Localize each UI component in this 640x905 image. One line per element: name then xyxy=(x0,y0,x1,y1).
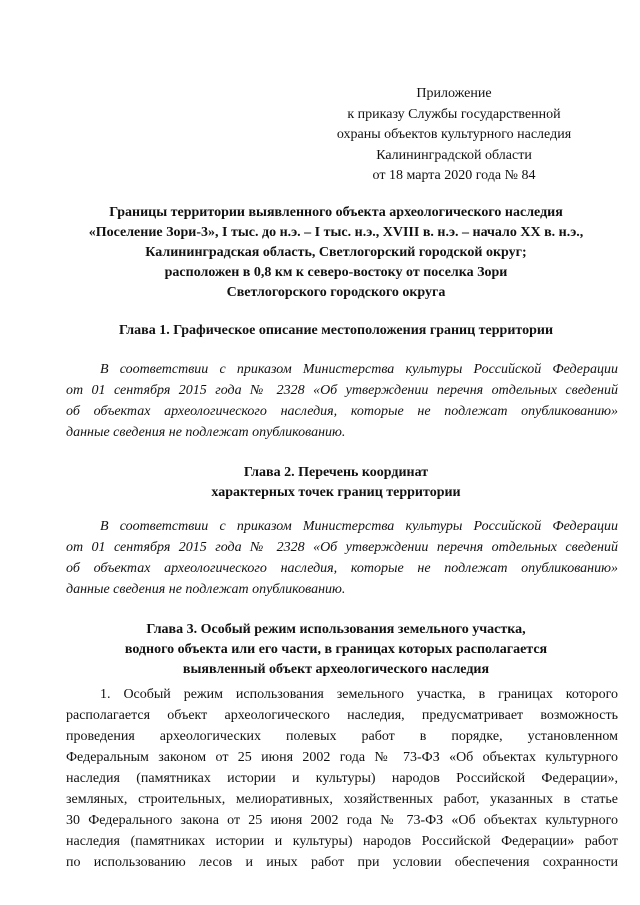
appendix-line: охраны объектов культурного наследия xyxy=(336,127,572,142)
paragraph-line: от 01 сентября 2015 года № 2328 «Об утверждении перечня отдельных сведений xyxy=(66,383,618,398)
chapter-3-paragraph xyxy=(66,684,618,873)
paragraph-line: земляных, строительных, мелиоративных, хозяйственных работ, указанных в статье xyxy=(66,792,618,807)
paragraph-line: проведения археологических полевых работ в порядке, установленном xyxy=(66,729,618,744)
title-line: Светлогорского городского округа xyxy=(226,285,446,300)
appendix-line: Калининградской области xyxy=(376,147,532,163)
chapter-1-heading-line: Глава 1. Графическое описание местоположения границ территории xyxy=(118,323,554,338)
chapter-3-heading-line: водного объекта или его части, в границах которых располагается xyxy=(124,642,548,657)
appendix-line: Приложение xyxy=(416,86,492,101)
paragraph-line: наследия (памятниках истории и культуры) народов Российской Федерации», xyxy=(66,771,618,786)
chapter-2-paragraph xyxy=(66,516,618,600)
appendix-block xyxy=(300,84,608,187)
appendix-line: от 18 марта 2020 года № 84 xyxy=(372,168,536,183)
paragraph-line: данные сведения не подлежат опубликованию. xyxy=(66,582,346,597)
paragraph-line: по использованию лесов и иных работ при условии обеспечения сохранности xyxy=(66,855,618,870)
chapter-2-heading-line: Глава 2. Перечень координат xyxy=(243,465,429,480)
paragraph-line: 30 Федерального закона от 25 июня 2002 года № 73-ФЗ «Об объектах культурного xyxy=(66,813,618,828)
chapter-1-heading xyxy=(56,321,616,341)
chapter-2-heading-line: характерных точек границ территории xyxy=(211,485,461,500)
title-line: «Поселение Зори-3», I тыс. до н.э. – I тыс. н.э., XVIII в. н.э. – начало XX в. н.э., xyxy=(88,225,584,240)
chapter-1-paragraph xyxy=(66,359,618,443)
paragraph-line: данные сведения не подлежат опубликованию. xyxy=(66,425,346,440)
paragraph-line: Федеральным законом от 25 июня 2002 года № 73-ФЗ «Об объектах культурного xyxy=(66,750,618,765)
title-line: расположен в 0,8 км к северо-востоку от поселка Зори xyxy=(164,265,508,280)
chapter-2-heading xyxy=(56,463,616,503)
appendix-line: к приказу Службы государственной xyxy=(347,106,561,122)
document-title xyxy=(56,203,616,303)
paragraph-line: располагается объект археологического наследия, предусматривает возможность xyxy=(66,708,618,723)
paragraph-line: об объектах археологического наследия, которые не подлежат опубликованию» xyxy=(66,561,618,576)
paragraph-line: 1. Особый режим использования земельного участка, в границах которого xyxy=(100,687,618,702)
title-line: Калининградская область, Светлогорский городской округ; xyxy=(145,245,527,260)
title-line: Границы территории выявленного объекта археологического наследия xyxy=(109,205,563,220)
paragraph-line: наследия (памятниках истории и культуры) народов Российской Федерации» работ xyxy=(66,834,618,849)
paragraph-line: В соответствии с приказом Министерства культуры Российской Федерации xyxy=(100,362,618,377)
paragraph-line: об объектах археологического наследия, которые не подлежат опубликованию» xyxy=(66,404,618,419)
chapter-3-heading xyxy=(56,620,616,680)
chapter-3-heading-line: Глава 3. Особый режим использования земельного участка, xyxy=(146,622,526,637)
paragraph-line: В соответствии с приказом Министерства культуры Российской Федерации xyxy=(100,519,618,534)
paragraph-line: от 01 сентября 2015 года № 2328 «Об утверждении перечня отдельных сведений xyxy=(66,540,618,555)
chapter-3-heading-line: выявленный объект археологического наследия xyxy=(182,662,490,677)
